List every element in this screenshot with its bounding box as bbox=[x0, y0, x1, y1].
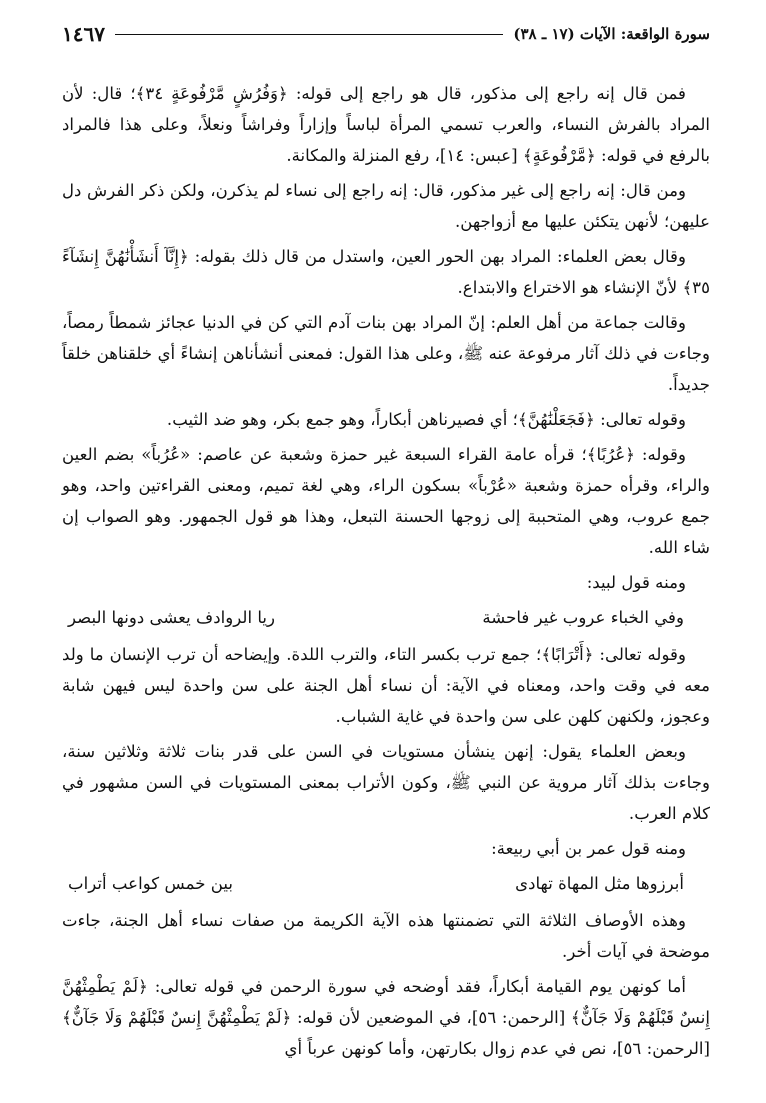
page-number: ١٤٦٧ bbox=[62, 22, 105, 46]
page-body bbox=[62, 78, 710, 1064]
paragraph: وقوله: ﴿عُرُبًا﴾؛ قرأه عامة القراء السبعة غير حمزة وشعبة عن عاصم: «عُرُباً» بضم العين والراء، وقرأه حمزة وشعبة «عُرْباً» بسكون الراء، وهي لغة تميم، ومعنى القراءتين واحد، وهو جمع عروب، وهي المتحببة إلى زوجها الحسنة التبعل، وهذا هو قول الجمهور. وهو الصواب إن شاء الله. bbox=[62, 445, 710, 557]
header-rule bbox=[115, 34, 503, 35]
paragraph: وبعض العلماء يقول: إنهن ينشأن مستويات في السن على قدر بنات ثلاثة وثلاثين سنة، وجاءت بذلك آثار مروية عن النبي ﷺ، وكون الأتراب بمعنى المستويات في السن مشهور في كلام العرب. bbox=[62, 742, 710, 823]
verse-second-hemistich: ريا الروادف يعشى دونها البصر bbox=[68, 608, 276, 627]
paragraph: وقال بعض العلماء: المراد بهن الحور العين، واستدل من قال ذلك بقوله: ﴿إِنَّآ أَنشَأْنَٰهُنَّ إِنشَآءً ٣٥﴾ لأنّ الإنشاء هو الاختراع والابتداع. bbox=[62, 247, 710, 297]
paragraph: وقالت جماعة من أهل العلم: إنّ المراد بهن بنات آدم التي كن في الدنيا عجائز شمطاً رمصاً، وجاءت في ذلك آثار مرفوعة عنه ﷺ، وعلى هذا القول: فمعنى أنشأناهن إنشاءً أي خلقناهن خلقاً جديداً. bbox=[62, 313, 710, 394]
paragraph: فمن قال إنه راجع إلى مذكور، قال هو راجع إلى قوله: ﴿وَفُرُشٍ مَّرْفُوعَةٍ ٣٤﴾؛ قال: لأن المراد بالفرش النساء، والعرب تسمي المرأة لباساً وإزاراً وفراشاً ونعلاً، وعلى هذا فالمراد بالرفع في قوله: ﴿مَّرْفُوعَةٍ﴾ [عبس: ١٤]، رفع المنزلة والمكانة. bbox=[62, 84, 710, 165]
running-header bbox=[62, 14, 710, 54]
paragraph: وقوله تعالى: ﴿أَتْرَابًا﴾؛ جمع ترب بكسر التاء، والترب اللدة. وإيضاحه أن ترب الإنسان ما ولد معه في وقت واحد، ومعناه في الآية: أن نساء أهل الجنة على سن واحدة ليس فيهن شابة وعجوز، ولكنهن كلهن على سن واحدة في غاية الشباب. bbox=[62, 645, 710, 726]
poetry-verse bbox=[68, 868, 684, 899]
surah-title: سورة الواقعة: الآيات (١٧ ـ ٣٨) bbox=[513, 25, 710, 43]
paragraph: ومن قال: إنه راجع إلى غير مذكور، قال: إنه راجع إلى نساء لم يذكرن، ولكن ذكر الفرش دل عليهن؛ لأنهن يتكئن عليها مع أزواجهن. bbox=[62, 181, 710, 231]
poetry-verse bbox=[68, 602, 684, 633]
paragraph: وهذه الأوصاف الثلاثة التي تضمنتها هذه الآية الكريمة من صفات نساء أهل الجنة، جاءت موضحة في آيات أخر. bbox=[62, 911, 710, 961]
verse-first-hemistich: وفي الخباء عروب غير فاحشة bbox=[482, 608, 684, 627]
verse-second-hemistich: بين خمس كواعب أتراب bbox=[68, 874, 233, 893]
paragraph: ومنه قول لبيد: bbox=[586, 573, 686, 592]
verse-first-hemistich: أبرزوها مثل المهاة تهادى bbox=[515, 874, 684, 893]
paragraph: وقوله تعالى: ﴿فَجَعَلْنَٰهُنَّ﴾؛ أي فصيرناهن أبكاراً، وهو جمع بكر، وهو ضد الثيب. bbox=[166, 410, 686, 429]
paragraph: ومنه قول عمر بن أبي ربيعة: bbox=[491, 839, 686, 858]
paragraph: أما كونهن يوم القيامة أبكاراً، فقد أوضحه في سورة الرحمن في قوله تعالى: ﴿لَمْ يَطْمِثْهُنَّ إِنسٌ قَبْلَهُمْ وَلَا جَآنٌّ﴾ [الرحمن: ٥٦]، في الموضعين لأن قوله: ﴿لَمْ يَطْمِثْهُنَّ إِنسٌ قَبْلَهُمْ وَلَا جَآنٌّ﴾ [الرحمن: ٥٦]، نص في عدم زوال بكارتهن، وأما كونهن عرباً أي bbox=[62, 977, 711, 1058]
